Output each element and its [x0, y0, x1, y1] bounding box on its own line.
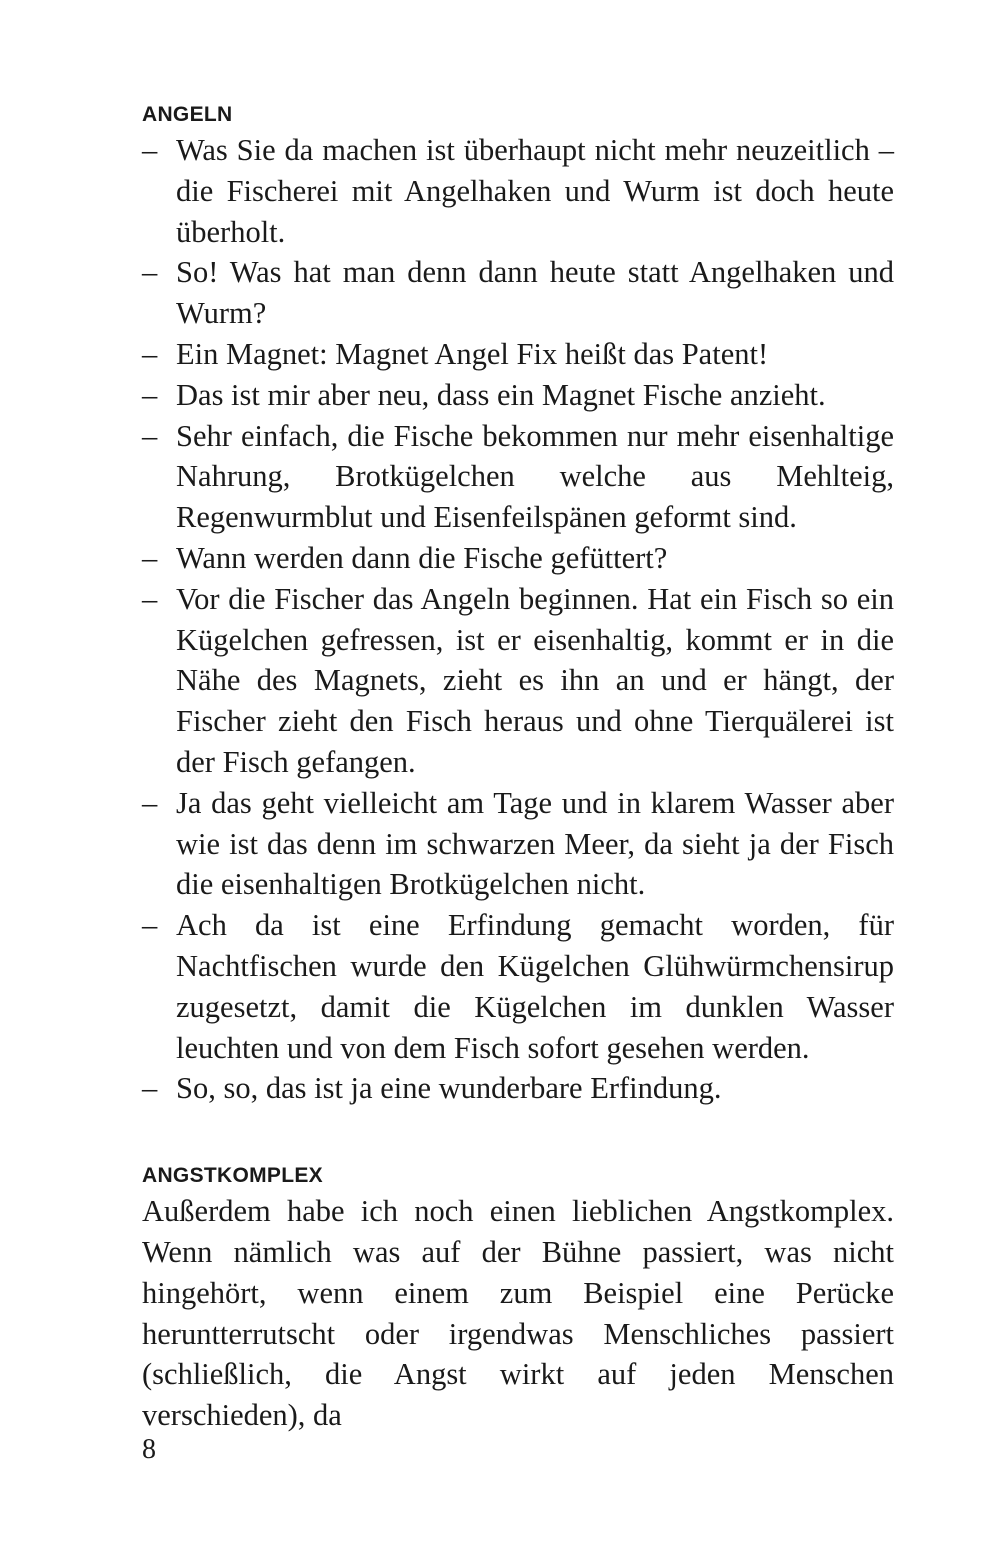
dialogue-text: So! Was hat man denn dann heute statt Angelhaken und Wurm?: [176, 255, 894, 331]
dialogue-text: Ach da ist eine Erfindung gemacht worden, für Nachtfischen wurde den Kügelchen Glühwürmchensirup zugesetzt, damit die Kügelchen im dunklen Wasser leuchten und von dem Fisch sofort gesehen werden.: [176, 908, 894, 1065]
dialogue-text: So, so, das ist ja eine wunderbare Erfindung.: [176, 1071, 722, 1106]
dialogue-text: Wann werden dann die Fische gefüttert?: [176, 540, 668, 575]
dash-marker: –: [142, 785, 158, 820]
page-number: 8: [142, 1434, 156, 1465]
dialogue-line: [142, 538, 894, 579]
dialogue-line: [142, 1068, 894, 1109]
section-spacer: [142, 1109, 894, 1161]
dash-marker: –: [142, 336, 158, 371]
dialogue-line: [142, 334, 894, 375]
section-heading-angstkomplex: ANGSTKOMPLEX: [142, 1164, 323, 1188]
dash-marker: –: [142, 418, 158, 453]
dialogue-text: Das ist mir aber neu, dass ein Magnet Fische anzieht.: [176, 377, 826, 412]
dialogue-line: [142, 130, 894, 252]
dash-marker: –: [142, 377, 158, 412]
dash-marker: –: [142, 540, 158, 575]
dialogue-text: Vor die Fischer das Angeln beginnen. Hat ein Fisch so ein Kügelchen gefressen, ist er eisenhaltig, kommt er in die Nähe des Magnets, zieht es ihn an und er hängt, der Fischer zieht den Fisch heraus und ohne Tierquälerei ist der Fisch gefangen.: [176, 581, 894, 779]
dash-marker: –: [142, 908, 158, 943]
dash-marker: –: [142, 581, 158, 616]
section-heading-angeln: ANGELN: [142, 103, 233, 126]
dialogue-line: [142, 579, 894, 783]
dash-marker: –: [142, 133, 158, 167]
page-content: [142, 100, 894, 1436]
dialogue-text: Was Sie da machen ist überhaupt nicht mehr neuzeitlich – die Fischerei mit Angelhaken und Wurm ist doch heute überholt.: [176, 133, 894, 249]
dialogue-line: [142, 252, 894, 334]
dialogue-text: Ein Magnet: Magnet Angel Fix heißt das Patent!: [176, 336, 769, 371]
dialogue-line: [142, 416, 894, 538]
dialogue-line: [142, 375, 894, 416]
dialogue-list: [142, 130, 894, 1109]
dialogue-text: Ja das geht vielleicht am Tage und in klarem Wasser aber wie ist das denn im schwarzen Meer, da sieht ja der Fisch die eisenhaltigen Brotkügelchen nicht.: [176, 785, 894, 902]
dialogue-line: [142, 905, 894, 1068]
dialogue-text: Sehr einfach, die Fische bekommen nur mehr eisenhaltige Nahrung, Brotkügelchen welche aus Mehlteig, Regenwurmblut und Eisenfeilspänen geformt sind.: [176, 418, 894, 535]
dash-marker: –: [142, 1071, 158, 1106]
dash-marker: –: [142, 255, 158, 290]
body-paragraph: Außerdem habe ich noch einen lieblichen Angstkomplex. Wenn nämlich was auf der Bühne passiert, was nicht hingehört, wenn einem zum Beispiel eine Perücke heruntterrutscht oder irgendwas Menschliches passiert (schließlich, die Angst wirkt auf jeden Menschen verschieden), da: [142, 1194, 894, 1433]
dialogue-line: [142, 783, 894, 905]
